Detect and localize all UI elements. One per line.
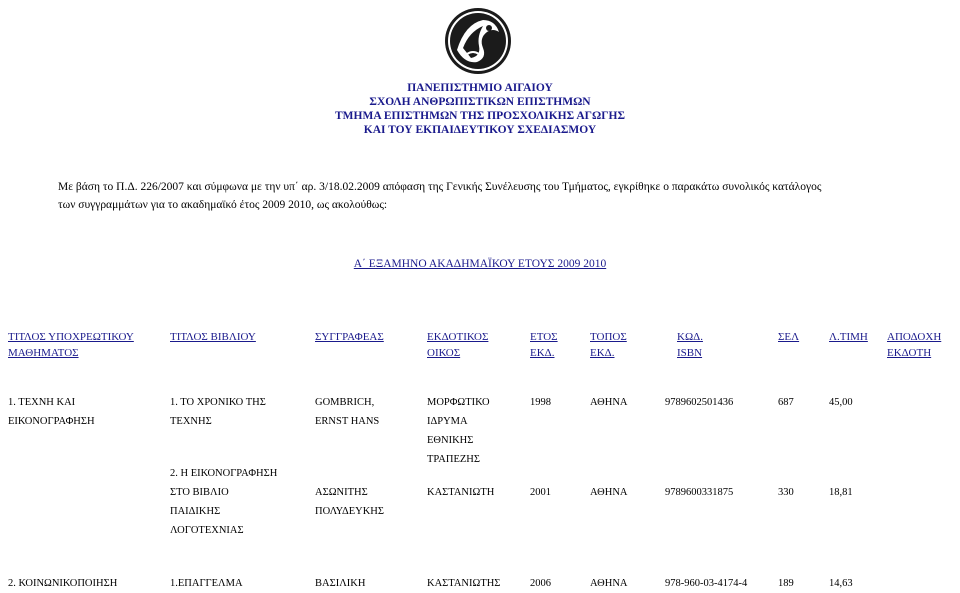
header-year: ΕΤΟΣ ΕΚΔ. bbox=[530, 331, 558, 359]
header-book-title: ΤΙΤΛΟΣ ΒΙΒΛΙΟΥ bbox=[170, 331, 256, 343]
header-pages: ΣΕΛ bbox=[778, 331, 800, 343]
table-row-2-isbn: 9789600331875 bbox=[665, 487, 734, 498]
table-row-1-place: ΑΘΗΝΑ bbox=[590, 397, 628, 408]
table-row-3-course: 2. ΚΟΙΝΩΝΙΚΟΠΟΙΗΣΗ bbox=[8, 578, 118, 589]
table-row-1-price: 45,00 bbox=[829, 397, 853, 408]
header-course: ΤΙΤΛΟΣ ΥΠΟΧΡΕΩΤΙΚΟΥ ΜΑΘΗΜΑΤΟΣ bbox=[8, 331, 134, 359]
header-place: ΤΟΠΟΣ ΕΚΔ. bbox=[590, 331, 627, 359]
table-row-1-title: 1. ΤΟ ΧΡΟΝΙΚΟ ΤΗΣ ΤΕΧΝΗΣ bbox=[170, 397, 266, 427]
table-row-1-publisher: ΜΟΡΦΩΤΙΚΟ ΙΔΡΥΜΑ ΕΘΝΙΚΗΣ ΤΡΑΠΕΖΗΣ bbox=[427, 397, 490, 465]
table-row-2-year: 2001 bbox=[530, 487, 551, 498]
table-row-3-isbn: 978-960-03-4174-4 bbox=[665, 578, 748, 589]
school-name: ΣΧΟΛΗ ΑΝΘΡΩΠΙΣΤΙΚΩΝ ΕΠΙΣΤΗΜΩΝ bbox=[369, 96, 591, 108]
table-row-2-place: ΑΘΗΝΑ bbox=[590, 487, 628, 498]
table-row-1-course: 1. ΤΕΧΝΗ ΚΑΙ ΕΙΚΟΝΟΓΡΑΦΗΣΗ bbox=[8, 397, 95, 427]
header-author: ΣΥΓΓΡΑΦΕΑΣ bbox=[315, 331, 384, 343]
table-row-1-year: 1998 bbox=[530, 397, 551, 408]
table-row-3-place: ΑΘΗΝΑ bbox=[590, 578, 628, 589]
university-name: ΠΑΝΕΠΙΣΤΗΜΙΟ ΑΙΓΑΙΟΥ bbox=[407, 82, 553, 94]
table-row-1-pages: 687 bbox=[778, 397, 794, 408]
header-publisher: ΕΚΔΟΤΙΚΟΣ ΟΙΚΟΣ bbox=[427, 331, 489, 359]
table-row-2-publisher: ΚΑΣΤΑΝΙΩΤΗ bbox=[427, 487, 495, 498]
university-seal-icon bbox=[443, 6, 513, 76]
table-row-2-title: 2. Η ΕΙΚΟΝΟΓΡΑΦΗΣΗ ΣΤΟ ΒΙΒΛΙΟ ΠΑΙΔΙΚΗΣ ΛΟΓΟΤΕΧΝΙΑΣ bbox=[170, 468, 278, 536]
table-row-3-year: 2006 bbox=[530, 578, 551, 589]
header-acceptance: ΑΠΟΔΟΧΗ ΕΚΔΟΤΗ bbox=[887, 331, 942, 359]
table-row-2-pages: 330 bbox=[778, 487, 794, 498]
intro-line-1: Με βάση το Π.Δ. 226/2007 και σύμφωνα με την υπ΄ αρ. 3/18.02.2009 απόφαση της Γενικής Συνέλευσης του Τμήματος, εγκρίθηκε ο παρακάτω συνολικός κατάλογος bbox=[58, 181, 822, 193]
table-row-3-publisher: ΚΑΣΤΑΝΙΩΤΗΣ bbox=[427, 578, 501, 589]
table-row-3-price: 14,63 bbox=[829, 578, 853, 589]
table-row-1-author: GOMBRICH, ERNST HANS bbox=[315, 397, 380, 427]
table-row-2-author: ΑΣΩΝΙΤΗΣ ΠΟΛΥΔΕΥΚΗΣ bbox=[315, 487, 384, 517]
table-row-1-isbn: 9789602501436 bbox=[665, 397, 734, 408]
department-name-cont: ΚΑΙ ΤΟΥ ΕΚΠΑΙΔΕΥΤΙΚΟΥ ΣΧΕΔΙΑΣΜΟΥ bbox=[363, 124, 597, 136]
header-price: Λ.ΤΙΜΗ bbox=[829, 331, 868, 343]
intro-line-2: των συγγραμμάτων για το ακαδημαϊκό έτος 2009 2010, ως ακολούθως: bbox=[58, 199, 388, 211]
header-isbn: ΚΩΔ. ISBN bbox=[677, 331, 703, 359]
table-row-3-author: ΒΑΣΙΛΙΚΗ bbox=[315, 578, 366, 589]
table-row-3-title: 1.ΕΠΑΓΓΕΛΜΑ bbox=[170, 578, 243, 589]
table-row-2-price: 18,81 bbox=[829, 487, 853, 498]
table-row-3-pages: 189 bbox=[778, 578, 794, 589]
department-name: ΤΜΗΜΑ ΕΠΙΣΤΗΜΩΝ ΤΗΣ ΠΡΟΣΧΟΛΙΚΗΣ ΑΓΩΓΗΣ bbox=[335, 110, 625, 122]
semester-title: Α΄ ΕΞΑΜΗΝΟ ΑΚΑΔΗΜΑΪΚΟΥ ΕΤΟΥΣ 2009 2010 bbox=[353, 258, 607, 270]
